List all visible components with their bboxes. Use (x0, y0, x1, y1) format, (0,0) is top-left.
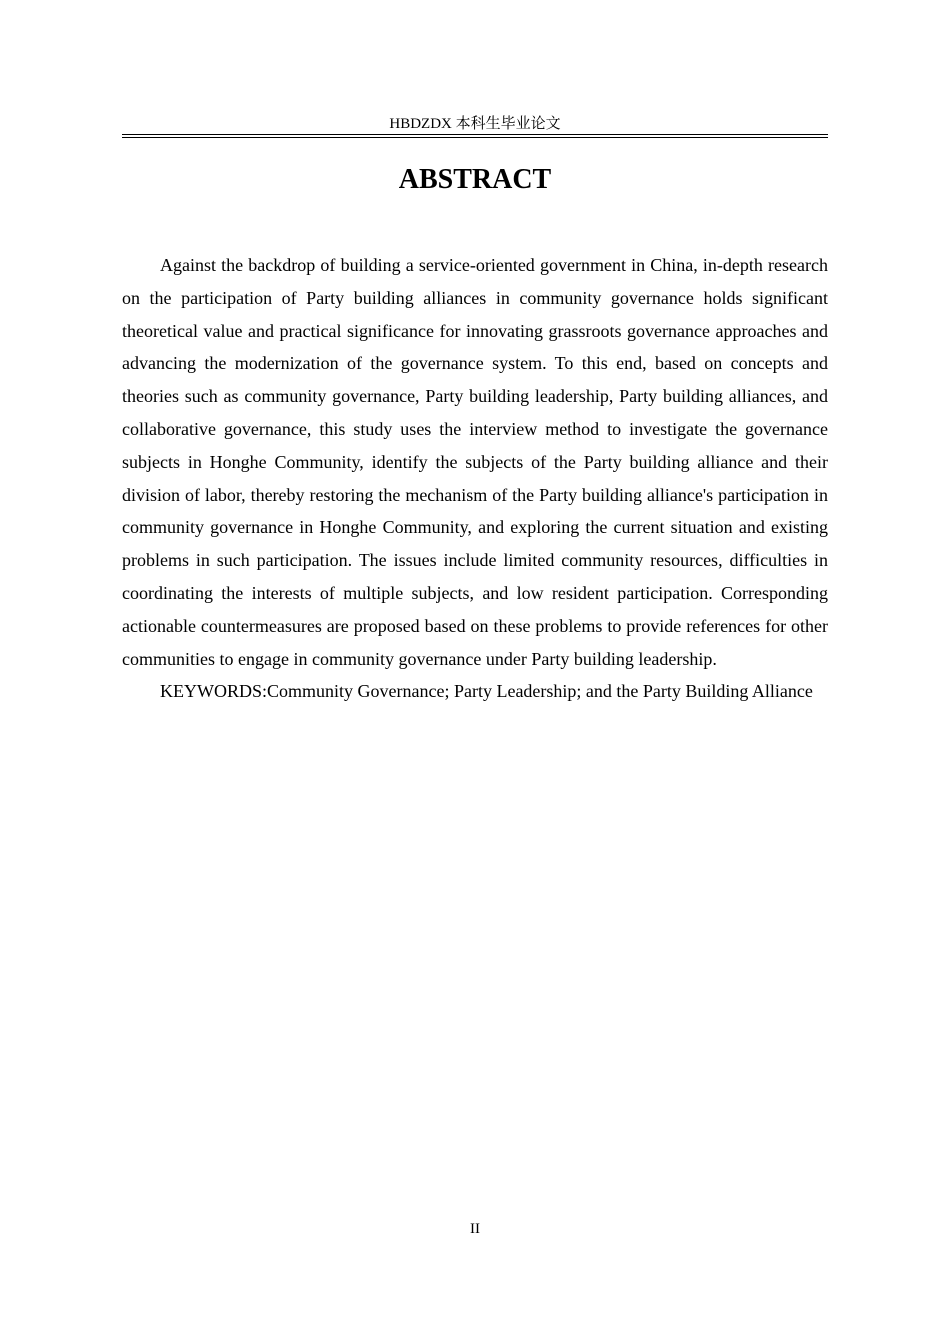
running-header: HBDZDX 本科生毕业论文 (389, 116, 561, 132)
abstract-paragraph: Against the backdrop of building a service-oriented government in China, in-depth research on the participation of Party building alliances in community governance holds significant theoretical value and practical significance for innovating grassroots governance approaches and advancing the modernization of the governance system. To this end, based on concepts and theories such as community governance, Party building leadership, Party building alliances, and collaborative governance, this study uses the interview method to investigate the governance subjects in Honghe Community, identify the subjects of the Party building alliance and their division of labor, thereby restoring the mechanism of the Party building alliance's participation in community governance in Honghe Community, and exploring the current situation and existing problems in such participation. The issues include limited community resources, difficulties in coordinating the interests of multiple subjects, and low resident participation. Corresponding actionable countermeasures are proposed based on these problems to provide references for other communities to engage in community governance under Party building leadership. (122, 255, 828, 669)
keywords-line: KEYWORDS:Community Governance; Party Leadership; and the Party Building Alliance (160, 681, 813, 702)
abstract-body (122, 249, 828, 708)
page-number: II (470, 1221, 480, 1237)
abstract-title: ABSTRACT (398, 164, 552, 195)
header-rule (122, 134, 828, 138)
